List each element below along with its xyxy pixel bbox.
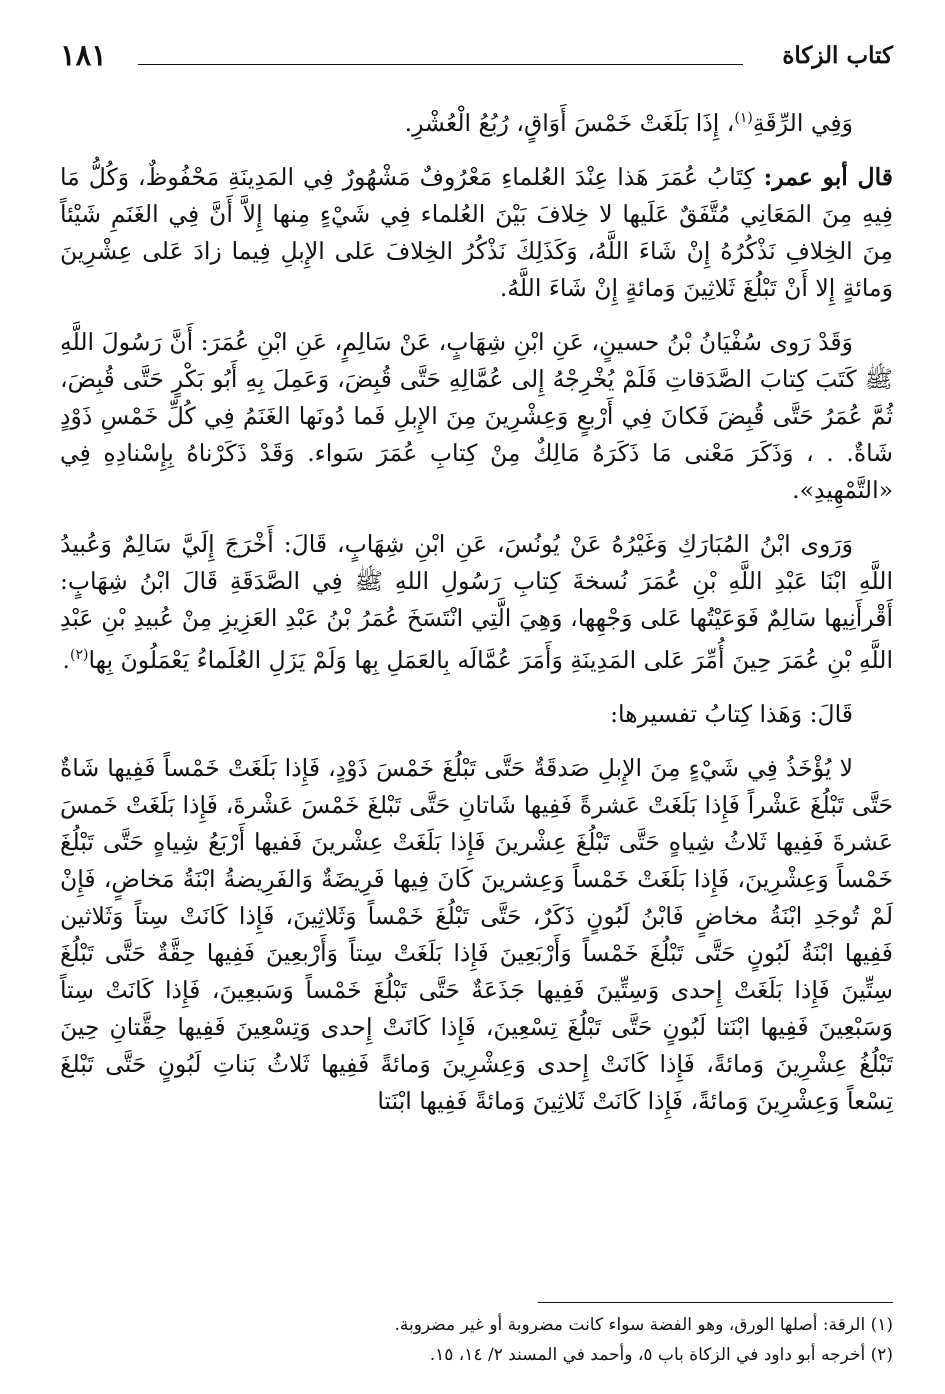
header-rule	[138, 64, 743, 65]
footnotes	[60, 1310, 893, 1370]
footnote-2: (٢) أخرجه أبو داود في الزكاة باب ٥، وأحمد في المسند ٢/ ١٤، ١٥.	[429, 1345, 893, 1365]
paragraph-3: وَقَدْ رَوى سُفْيَانُ بْنُ حسينٍ، عَنِ ابْنِ شِهَابٍ، عَنْ سَالِمٍ، عَنِ ابْنِ عُمَرَ: أَنَّ رَسُولَ اللَّهِ ﷺ كَتَبَ كِتابَ الصَّدَقاتِ فَلَمْ يُخْرِجْهُ إِلى عُمَّالِهِ حَتَّى قُبِضَ، وَعَمِلَ بِهِ أَبُو بَكْرٍ حَتَّى قُبِضَ، ثُمَّ عُمَرُ حَتَّى قُبِضَ فَكانَ فِي أَرْبعٍ وَعِشْرِينَ مِنَ الإِبلِ فَما دُونَها الغَنَمُ فِي كُلِّ خَمْسِ ذَوْدٍ شَاةٌ. . ، وَذَكَرَ مَعْنى مَا ذَكَرَهُ مَالِكٌ مِنْ كِتابِ عُمَرَ سَواء. وَقَدْ ذَكَرْناهُ بِإِسْنادِهِ فِي «التَّمْهِيدِ».	[60, 328, 893, 504]
paragraph-4-text-end: .	[62, 646, 70, 674]
paragraph-5: قَالَ: وَهَذا كِتابُ تفسيرها:	[610, 700, 853, 728]
paragraph-4-text-start: وَرَوى ابْنُ المُبَارَكِ وَغَيْرُهُ عَنْ يُونُسَ، عَنِ ابْنِ شِهَابٍ، قَالَ: أَخْرَجَ إِلَيَّ سَالِمٌ وَعُبيدُ اللَّهِ ابْنَا عَبْدِ اللَّهِ بْنِ عُمَرَ نُسخةَ كِتابِ رَسُولِ اللهِ ﷺ فِي الصَّدَقَةِ قَالَ ابْنُ شِهَابٍ: أَقْرأَنِيها سَالِمٌ فَوَعَيْتُها عَلى وَجْهِها، وَهِيَ الَّتِي انْتَسَخَ عُمَرُ بْنُ عَبْدِ العَزِيزِ مِنْ عُبيدِ بْنِ عَبْدِ اللَّهِ بْنِ عُمَرَ حِينَ أُمِّرَ عَلى المَدِينَةِ وَأَمَرَ عُمَّالَه بِالعَمَلِ بِها وَلَمْ يَزَلِ العُلَماءُ يَعْمَلُونَ بِها	[60, 530, 893, 674]
paragraph-2-text: كِتَابُ عُمَرَ هَذا عِنْدَ العُلماءِ مَعْرُوفٌ مَشْهُورٌ فِي المَدِينَةِ مَحْفُوظٌ، وَكُلُّ مَا فِيهِ مِنَ المَعَانِي مُتَّفَقٌ عَلَيها لا خِلافَ بَيْنَ العُلماء فِي شَيْءٍ مِنها إِلاَّ أَنَّ فِي الغَنَمِ شَيْئاً مِنَ الخِلافِ نَذْكُرُهُ إِنْ شَاءَ اللَّهُ، وَكَذَلِكَ نَذْكُرُ الخِلافَ عَلى الإِبلِ فِيما زادَ عَلى عِشْرِينَ وَمائةٍ إِلا أَنْ تَبْلُغَ ثَلاثِينَ وَمائةٍ إِنْ شَاءَ اللَّهُ.	[60, 163, 893, 302]
paragraph-6: لا يُؤْخَذُ فِي شَيْءٍ مِنَ الإِبلِ صَدقَةٌ حَتَّى تَبْلُغَ خَمْسَ ذَوْدٍ، فَإِذا بَلَغَتْ خَمْساً فَفِيها شَاةٌ حَتَّى تَبْلُغَ عَشْراً فَإِذا بَلَغَتْ عَشرةً فَفِيها شَاتانِ حَتَّى تَبْلغَ خَمْسَ عَشْرةَ، فَإِذا بَلَغَتْ خَمسَ عَشرةَ فَفِيها ثَلاثُ شِياهٍ حَتَّى تَبْلُغَ عِشْرينَ فَإِذا بَلَغَتْ عِشْرينَ فَفيها أَرْبَعُ شِياهٍ حَتَّى تَبْلُغَ خَمْساً وَعِشْرِينَ، فَإِذا بَلَغَتْ خَمْساً وَعِشرينَ كَانَ فِيها فَرِيضَةٌ وَالفَرِيضةُ ابْنَةُ مَخاضٍ، فَإِنْ لَمْ تُوجَدِ ابْنَةُ مخاضٍ فَابْنُ لَبُونٍ ذَكَرٌ، حَتَّى تَبْلُغَ خَمْساً وَثَلاثِينَ، فَإِذا كَانَتْ سِتاً وَثَلاثين فَفِيها ابْنَةُ لَبُونٍ حَتَّى تَبْلُغَ خَمْساً وَأَرْبَعِينَ فَإِذا بَلَغَتْ سِتاً وَأَرْبعِينَ فَفِيها حِقَّةٌ حَتَّى تَبْلُغَ سِتِّينَ فَإِذا بَلَغَتْ إِحدى وَسِتِّينَ فَفِيها جَذَعَةٌ حَتَّى تَبْلُغَ خَمْساً وَسَبعِينَ، فَإِذا كَانَتْ سِتاً وَسَبْعِينَ فَفِيها ابْنَتا لَبُونٍ حَتَّى تَبْلُغَ تِسْعِينَ، فَإِذا كَانَتْ إِحدى وَتِسْعِينَ فَفِيها حِقَّتانِ حِينَ تَبْلُغُ عِشْرِينَ وَمائةً، فَإِذا كَانَتْ إِحدى وَعِشْرِينَ وَمائةً فَفِيها ثَلاثُ بَناتِ لَبُونٍ حَتَّى تَبْلغَ تِسْعاً وَعِشْرِينَ وَمائةً، فَإِذا كَانَتْ ثَلاثِينَ وَمائةً فَفِيها ابْنَتا	[60, 754, 893, 1115]
footnote-ref-2: (٢)	[70, 647, 89, 663]
paragraph-1	[60, 100, 893, 142]
footnote-ref-1: (١)	[734, 110, 753, 126]
running-title: كتاب الزكاة	[782, 42, 893, 69]
paragraph-4	[60, 526, 893, 679]
paragraph-1-text-start: وَفِي الرِّقَةِ	[752, 109, 853, 137]
paragraph-2	[60, 159, 893, 307]
main-text	[60, 100, 893, 1137]
page-header	[60, 40, 893, 80]
speaker-label: قال أبو عمر:	[763, 163, 893, 191]
paragraph-1-text-end: ، إِذَا بَلَغَتْ خَمْسَ أَوَاقٍ، رُبُعُ الْعُشْرِ.	[404, 109, 735, 137]
footnote-separator	[538, 1302, 893, 1303]
footnote-1: (١) الرقة: أصلها الورق، وهو الفضة سواء كانت مضروبة أو غير مضروبة.	[394, 1315, 893, 1335]
page-number: ١٨١	[60, 38, 107, 72]
